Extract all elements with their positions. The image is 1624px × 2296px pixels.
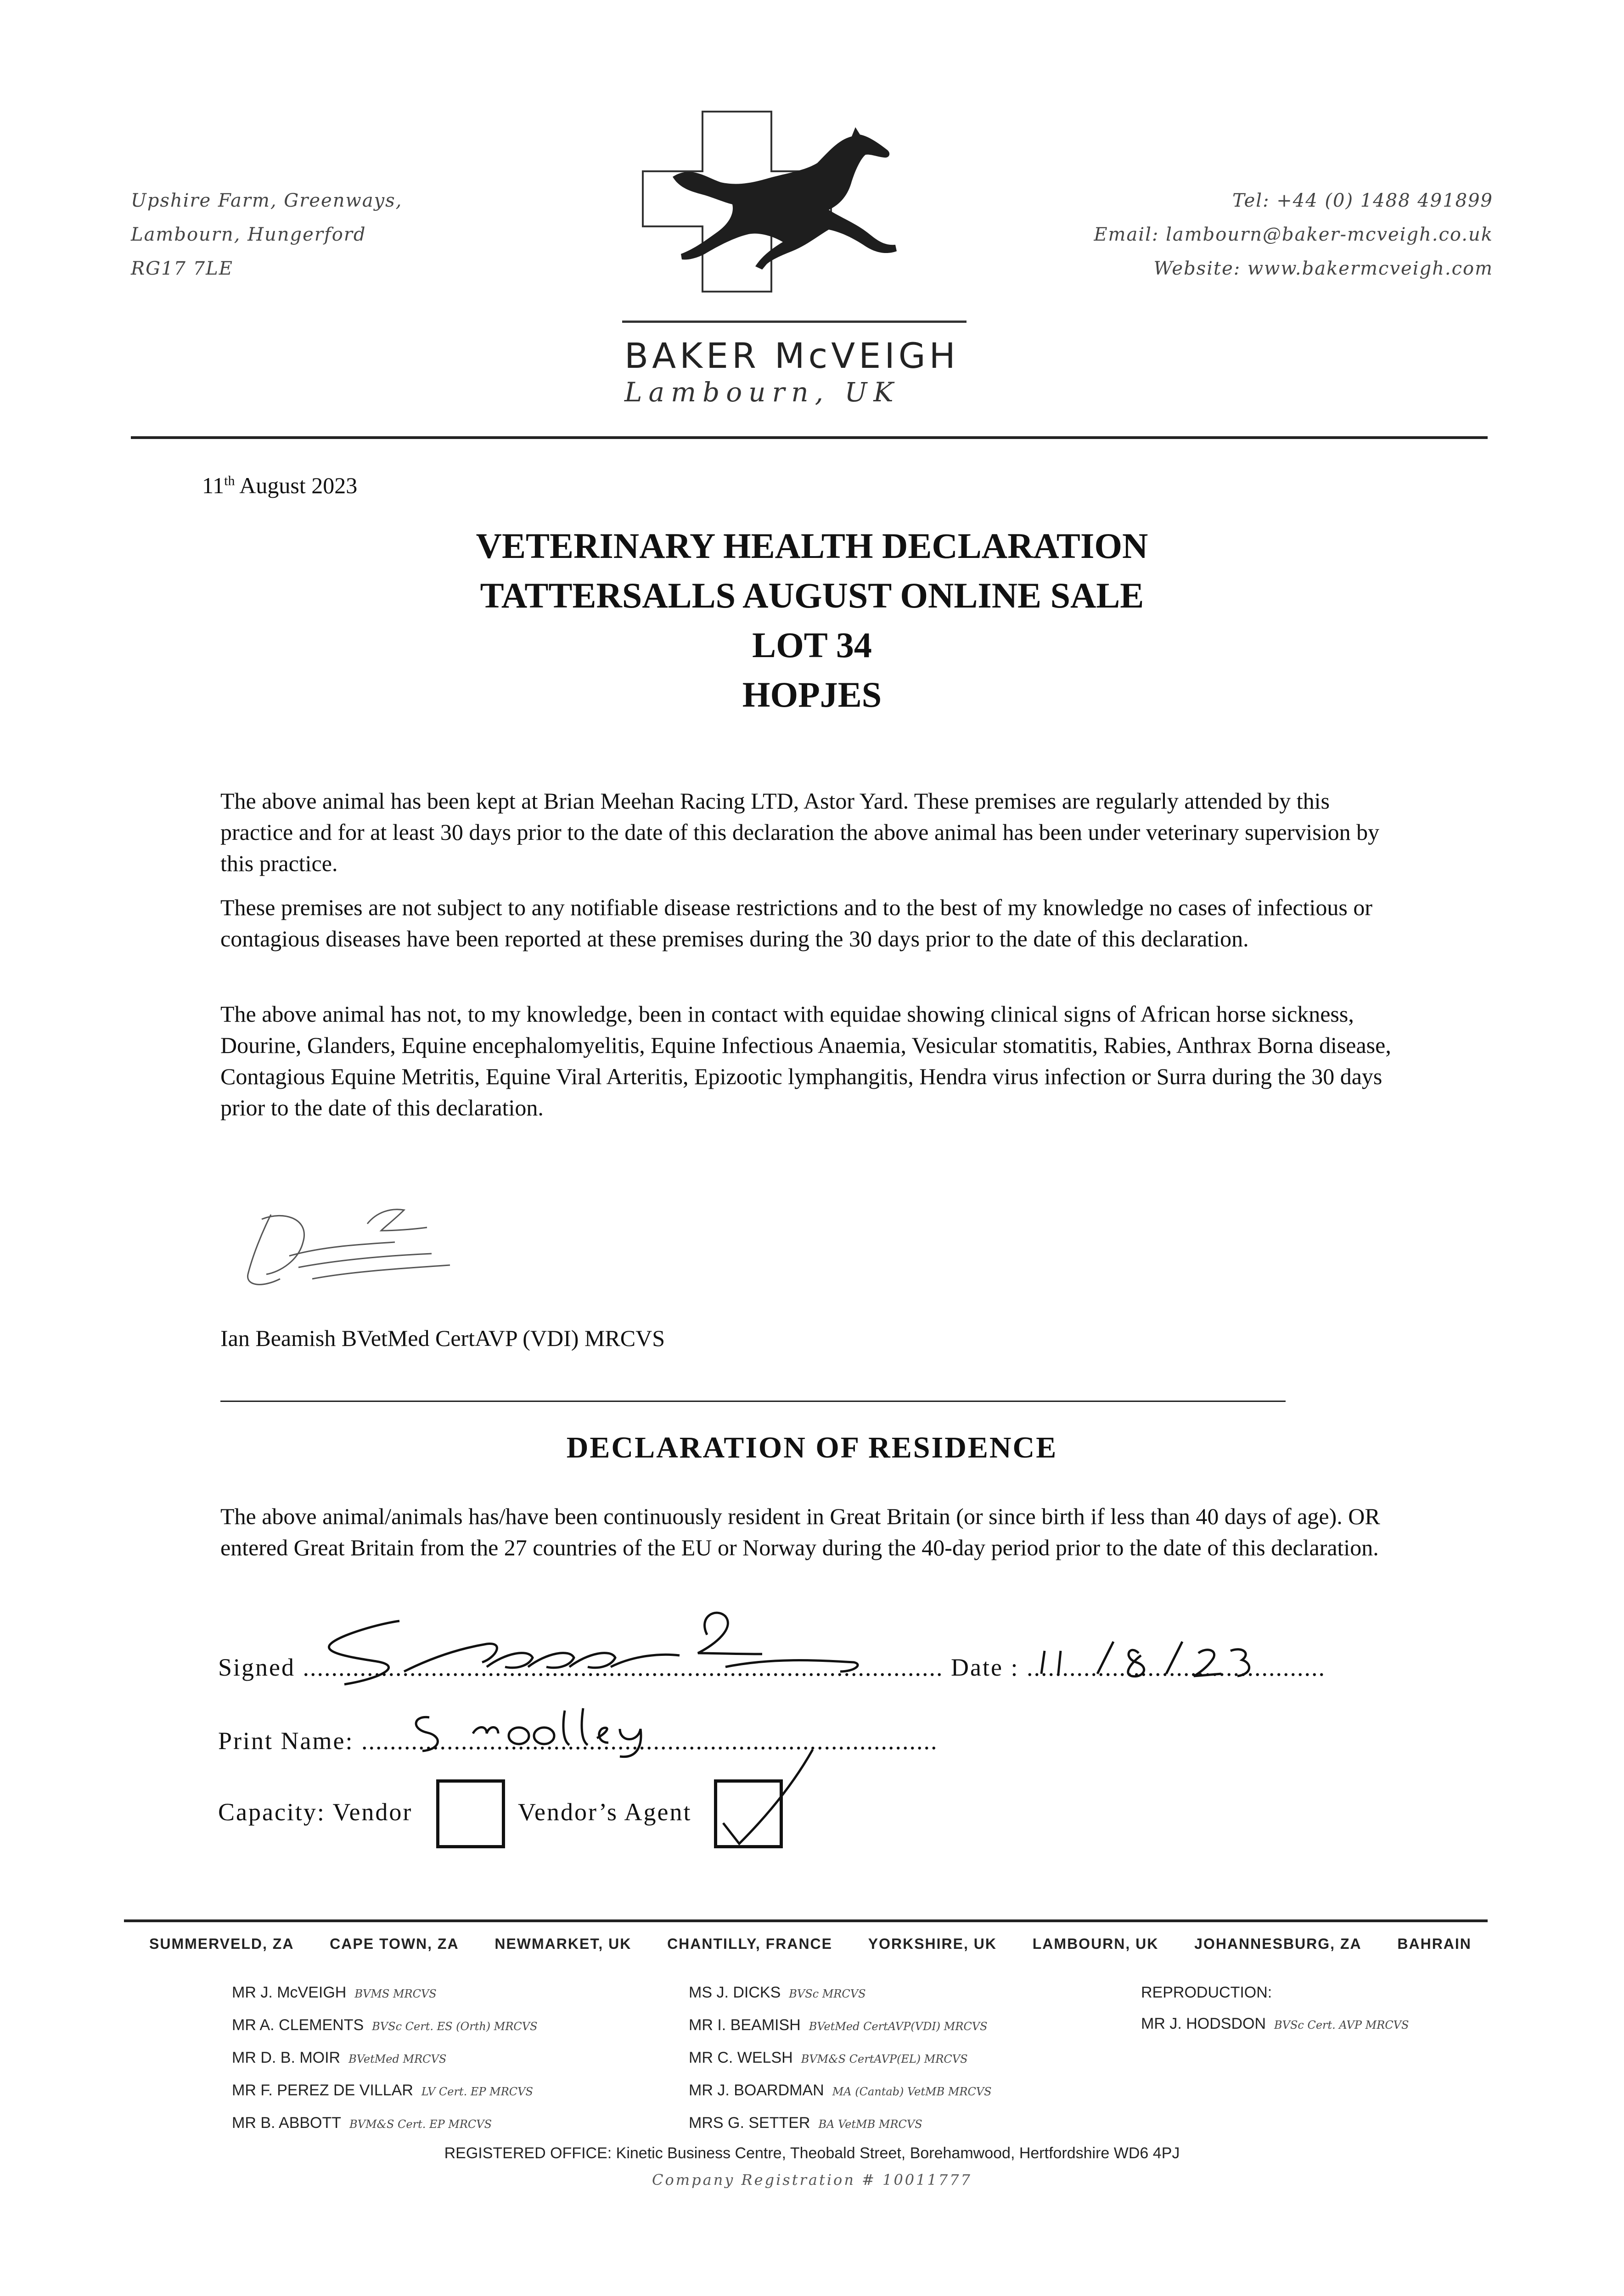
location-item: SUMMERVELD, ZA [149, 1936, 294, 1952]
declaration-paragraph-2: These premises are not subject to any notifiable disease restrictions and to the best of my knowledge no cases of infectious or contagious diseases have been reported at these premises during the 30 days prior to the date of this declaration. [220, 895, 1373, 951]
capacity-row [218, 1798, 412, 1826]
vendor-signature [312, 1603, 891, 1694]
header-divider [131, 436, 1488, 439]
date-day: 11 [202, 473, 225, 498]
date-handwriting [1033, 1635, 1263, 1685]
website-line: Website: www.bakermcveigh.com [1153, 258, 1493, 279]
footer-divider [124, 1919, 1488, 1922]
brand-name: BAKER McVEIGH [624, 335, 959, 376]
staff-entry: MRS G. SETTER BA VetMB MRCVS [689, 2114, 922, 2132]
brand-location: Lambourn, UK [624, 377, 900, 408]
phone-line: Tel: +44 (0) 1488 491899 [1232, 190, 1493, 211]
checkmark-icon [714, 1745, 843, 1855]
document-title [0, 521, 1624, 720]
staff-column-2 [689, 1977, 992, 2140]
signed-label: Signed [218, 1654, 296, 1681]
declaration-paragraph-1: The above animal has been kept at Brian Meehan Racing LTD, Astor Yard. These premises are regularly attended by this practice and for at least 30 days prior to the date of this declaration the above animal has been under veterinary supervision by this practice. [220, 788, 1380, 876]
location-item: CHANTILLY, FRANCE [667, 1936, 832, 1952]
address-line-2: Lambourn, Hungerford [131, 224, 366, 245]
staff-column-3 [1141, 1977, 1409, 2041]
title-line-2: TATTERSALLS AUGUST ONLINE SALE [480, 575, 1144, 615]
signature-field[interactable]: .......................................................................................... [303, 1654, 944, 1681]
staff-entry: MR J. McVEIGH BVMS MRCVS [232, 1984, 437, 2001]
residence-title: DECLARATION OF RESIDENCE [566, 1431, 1058, 1464]
staff-column-1 [232, 1977, 538, 2140]
document-date [202, 472, 357, 499]
location-item: YORKSHIRE, UK [868, 1936, 997, 1952]
vet-signature [230, 1187, 487, 1297]
location-item: BAHRAIN [1397, 1936, 1472, 1952]
vendor-checkbox[interactable] [436, 1779, 505, 1848]
section-divider [220, 1401, 1286, 1402]
date-label: Date : [951, 1654, 1019, 1681]
staff-entry: MR F. PEREZ DE VILLAR LV Cert. EP MRCVS [232, 2082, 533, 2099]
location-item: LAMBOURN, UK [1032, 1936, 1159, 1952]
address-line-3: RG17 7LE [131, 258, 233, 279]
email-line: Email: lambourn@baker-mcveigh.co.uk [1094, 224, 1493, 245]
registered-office: REGISTERED OFFICE: Kinetic Business Centre, Theobald Street, Borehamwood, Hertfordshire WD6 4PJ [444, 2144, 1180, 2162]
staff-entry: MR J. HODSDON BVSc Cert. AVP MRCVS [1141, 2015, 1409, 2032]
location-item: JOHANNESBURG, ZA [1194, 1936, 1362, 1952]
staff-entry: MR C. WELSH BVM&S CertAVP(EL) MRCVS [689, 2049, 968, 2066]
date-field[interactable]: .......................................... [1026, 1654, 1326, 1681]
vet-name: Ian Beamish BVetMed CertAVP (VDI) MRCVS [220, 1325, 665, 1351]
staff-entry: MR B. ABBOTT BVM&S Cert. EP MRCVS [232, 2114, 492, 2132]
print-name-handwriting [404, 1701, 698, 1761]
title-line-4: HOPJES [742, 675, 882, 715]
location-item: CAPE TOWN, ZA [330, 1936, 459, 1952]
staff-entry: MR J. BOARDMAN MA (Cantab) VetMB MRCVS [689, 2082, 992, 2099]
staff-entry: MR D. B. MOIR BVetMed MRCVS [232, 2049, 447, 2066]
date-suffix: th [224, 473, 235, 489]
staff-entry: MR I. BEAMISH BVetMed CertAVP(VDI) MRCVS [689, 2016, 988, 2034]
address-line-1: Upshire Farm, Greenways, [131, 190, 403, 211]
declaration-paragraph-3: The above animal has not, to my knowledge, been in contact with equidae showing clinical signs of African horse sickness, Dourine, Glanders, Equine encephalomyelitis, Equine Infectious Anaemia, Vesicular stomatitis, Rabies, Anthrax Borna disease, Contagious Equine Metritis, Equine Viral Arteritis, Epizootic lymphangitis, Hendra virus infection or Surra during the 30 days prior to the date of this declaration. [220, 1001, 1391, 1120]
company-registration: Company Registration # 10011777 [652, 2171, 972, 2189]
print-name-label: Print Name: [218, 1727, 354, 1755]
title-line-3: LOT 34 [752, 625, 872, 665]
vendors-agent-label: Vendor’s Agent [518, 1798, 692, 1826]
practice-contact [1094, 184, 1493, 286]
residence-paragraph: The above animal/animals has/have been continuously resident in Great Britain (or since birth if less than 40 days of age). OR entered Great Britain from the 27 countries of the EU or Norway during the 40-day period prior to the date of this declaration. [220, 1503, 1380, 1560]
horse-cross-logo-icon [636, 108, 967, 324]
staff-entry: MR A. CLEMENTS BVSc Cert. ES (Orth) MRCVS [232, 2016, 538, 2034]
logo-rule [622, 321, 967, 323]
practice-address [131, 184, 402, 286]
title-line-1: VETERINARY HEALTH DECLARATION [476, 526, 1148, 566]
print-name-field[interactable]: ................................................................................. [361, 1727, 938, 1755]
reproduction-heading: REPRODUCTION: [1141, 1984, 1272, 2001]
staff-entry: MS J. DICKS BVSc MRCVS [689, 1984, 866, 2001]
office-locations [149, 1936, 1472, 1953]
capacity-vendor-label: Capacity: Vendor [218, 1798, 413, 1826]
date-rest: August 2023 [239, 473, 358, 498]
location-item: NEWMARKET, UK [495, 1936, 632, 1952]
